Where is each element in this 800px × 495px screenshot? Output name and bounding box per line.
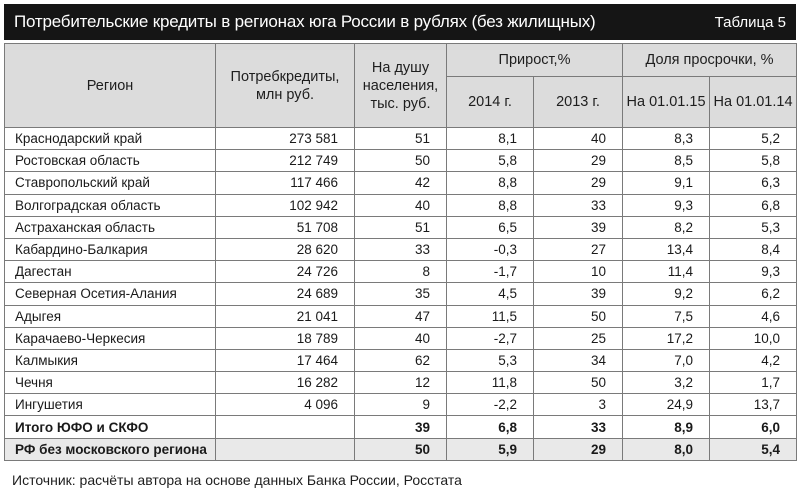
table-body [5, 128, 797, 461]
table-row [5, 194, 797, 216]
cell-region: Кабардино-Балкария [5, 238, 216, 260]
cell-growth-2013: 29 [534, 150, 623, 172]
cell-per-capita: 35 [355, 283, 447, 305]
cell-growth-2014: 8,8 [447, 172, 534, 194]
cell-growth-2013: 3 [534, 394, 623, 416]
cell-region: РФ без московского региона [5, 438, 216, 460]
cell-overdue-2015: 9,2 [623, 283, 710, 305]
table-row [5, 283, 797, 305]
cell-growth-2014: 11,5 [447, 305, 534, 327]
cell-overdue-2015: 7,0 [623, 349, 710, 371]
cell-overdue-2014: 6,0 [710, 416, 797, 438]
cell-overdue-2015: 8,0 [623, 438, 710, 460]
cell-growth-2014: 11,8 [447, 372, 534, 394]
cell-region: Ставропольский край [5, 172, 216, 194]
cell-overdue-2015: 11,4 [623, 261, 710, 283]
cell-overdue-2015: 8,9 [623, 416, 710, 438]
cell-growth-2013: 40 [534, 128, 623, 150]
cell-per-capita: 33 [355, 238, 447, 260]
cell-growth-2013: 25 [534, 327, 623, 349]
header-region: Регион [5, 44, 216, 128]
cell-growth-2014: -2,7 [447, 327, 534, 349]
cell-loans [216, 438, 355, 460]
table-row [5, 238, 797, 260]
cell-overdue-2015: 7,5 [623, 305, 710, 327]
cell-overdue-2015: 17,2 [623, 327, 710, 349]
cell-growth-2013: 34 [534, 349, 623, 371]
cell-per-capita: 47 [355, 305, 447, 327]
cell-growth-2013: 50 [534, 305, 623, 327]
table-row [5, 150, 797, 172]
cell-overdue-2014: 10,0 [710, 327, 797, 349]
table-row [5, 261, 797, 283]
cell-region: Астраханская область [5, 216, 216, 238]
cell-overdue-2014: 1,7 [710, 372, 797, 394]
cell-overdue-2015: 9,3 [623, 194, 710, 216]
cell-growth-2013: 39 [534, 283, 623, 305]
table-row [5, 305, 797, 327]
cell-growth-2014: 4,5 [447, 283, 534, 305]
cell-overdue-2015: 9,1 [623, 172, 710, 194]
table-row [5, 172, 797, 194]
header-overdue-2015: На 01.01.15 [623, 77, 710, 128]
cell-growth-2013: 33 [534, 416, 623, 438]
cell-growth-2013: 10 [534, 261, 623, 283]
cell-overdue-2014: 6,3 [710, 172, 797, 194]
cell-loans: 18 789 [216, 327, 355, 349]
header-growth-2013: 2013 г. [534, 77, 623, 128]
cell-loans: 28 620 [216, 238, 355, 260]
cell-loans: 17 464 [216, 349, 355, 371]
header-overdue: Доля просрочки, % [623, 44, 797, 77]
cell-overdue-2015: 8,3 [623, 128, 710, 150]
header-growth-2014: 2014 г. [447, 77, 534, 128]
cell-loans: 117 466 [216, 172, 355, 194]
cell-overdue-2014: 6,2 [710, 283, 797, 305]
table-row [5, 372, 797, 394]
cell-overdue-2015: 8,5 [623, 150, 710, 172]
table-row [5, 216, 797, 238]
cell-loans: 273 581 [216, 128, 355, 150]
table-number-label: Таблица 5 [714, 13, 786, 31]
source-note: Источник: расчёты автора на основе данных Банка России, Росстата [12, 472, 462, 488]
cell-overdue-2015: 24,9 [623, 394, 710, 416]
cell-per-capita: 50 [355, 150, 447, 172]
cell-loans: 102 942 [216, 194, 355, 216]
cell-overdue-2014: 6,8 [710, 194, 797, 216]
cell-per-capita: 40 [355, 327, 447, 349]
cell-per-capita: 39 [355, 416, 447, 438]
cell-growth-2013: 33 [534, 194, 623, 216]
cell-overdue-2014: 4,2 [710, 349, 797, 371]
cell-per-capita: 50 [355, 438, 447, 460]
cell-loans: 24 726 [216, 261, 355, 283]
cell-per-capita: 8 [355, 261, 447, 283]
cell-growth-2014: 5,3 [447, 349, 534, 371]
cell-region: Краснодарский край [5, 128, 216, 150]
cell-per-capita: 51 [355, 216, 447, 238]
cell-loans: 21 041 [216, 305, 355, 327]
cell-overdue-2014: 8,4 [710, 238, 797, 260]
cell-overdue-2014: 9,3 [710, 261, 797, 283]
cell-loans: 51 708 [216, 216, 355, 238]
cell-overdue-2014: 5,4 [710, 438, 797, 460]
cell-region: Чечня [5, 372, 216, 394]
cell-region: Итого ЮФО и СКФО [5, 416, 216, 438]
cell-region: Карачаево-Черкесия [5, 327, 216, 349]
cell-growth-2013: 50 [534, 372, 623, 394]
cell-per-capita: 12 [355, 372, 447, 394]
total-row [5, 416, 797, 438]
header-loans: Потребкредиты, млн руб. [216, 44, 355, 128]
table-header [5, 44, 797, 128]
cell-growth-2014: 5,9 [447, 438, 534, 460]
cell-region: Дагестан [5, 261, 216, 283]
cell-overdue-2015: 3,2 [623, 372, 710, 394]
cell-growth-2014: 6,5 [447, 216, 534, 238]
cell-growth-2013: 27 [534, 238, 623, 260]
cell-region: Ингушетия [5, 394, 216, 416]
cell-region: Северная Осетия-Алания [5, 283, 216, 305]
cell-overdue-2015: 8,2 [623, 216, 710, 238]
table-row [5, 394, 797, 416]
cell-overdue-2014: 13,7 [710, 394, 797, 416]
cell-growth-2014: 5,8 [447, 150, 534, 172]
cell-growth-2014: 8,1 [447, 128, 534, 150]
cell-growth-2013: 39 [534, 216, 623, 238]
cell-overdue-2014: 4,6 [710, 305, 797, 327]
header-growth: Прирост,% [447, 44, 623, 77]
cell-overdue-2014: 5,8 [710, 150, 797, 172]
table-row [5, 327, 797, 349]
table-row [5, 349, 797, 371]
cell-loans: 16 282 [216, 372, 355, 394]
cell-region: Адыгея [5, 305, 216, 327]
cell-growth-2014: -1,7 [447, 261, 534, 283]
cell-growth-2013: 29 [534, 438, 623, 460]
cell-overdue-2014: 5,2 [710, 128, 797, 150]
cell-per-capita: 62 [355, 349, 447, 371]
total-row [5, 438, 797, 460]
cell-region: Ростовская область [5, 150, 216, 172]
cell-per-capita: 51 [355, 128, 447, 150]
cell-loans [216, 416, 355, 438]
cell-per-capita: 42 [355, 172, 447, 194]
cell-region: Калмыкия [5, 349, 216, 371]
credits-table [4, 43, 797, 461]
cell-overdue-2014: 5,3 [710, 216, 797, 238]
title-bar [4, 4, 796, 40]
cell-growth-2014: -2,2 [447, 394, 534, 416]
cell-per-capita: 9 [355, 394, 447, 416]
cell-growth-2013: 29 [534, 172, 623, 194]
cell-per-capita: 40 [355, 194, 447, 216]
header-overdue-2014: На 01.01.14 [710, 77, 797, 128]
table-title: Потребительские кредиты в регионах юга России в рублях (без жилищных) [14, 12, 596, 31]
cell-region: Волгоградская область [5, 194, 216, 216]
cell-growth-2014: 6,8 [447, 416, 534, 438]
cell-loans: 24 689 [216, 283, 355, 305]
cell-loans: 4 096 [216, 394, 355, 416]
cell-growth-2014: 8,8 [447, 194, 534, 216]
header-per-capita: На душу населения, тыс. руб. [355, 44, 447, 128]
cell-loans: 212 749 [216, 150, 355, 172]
table-row [5, 128, 797, 150]
cell-growth-2014: -0,3 [447, 238, 534, 260]
cell-overdue-2015: 13,4 [623, 238, 710, 260]
